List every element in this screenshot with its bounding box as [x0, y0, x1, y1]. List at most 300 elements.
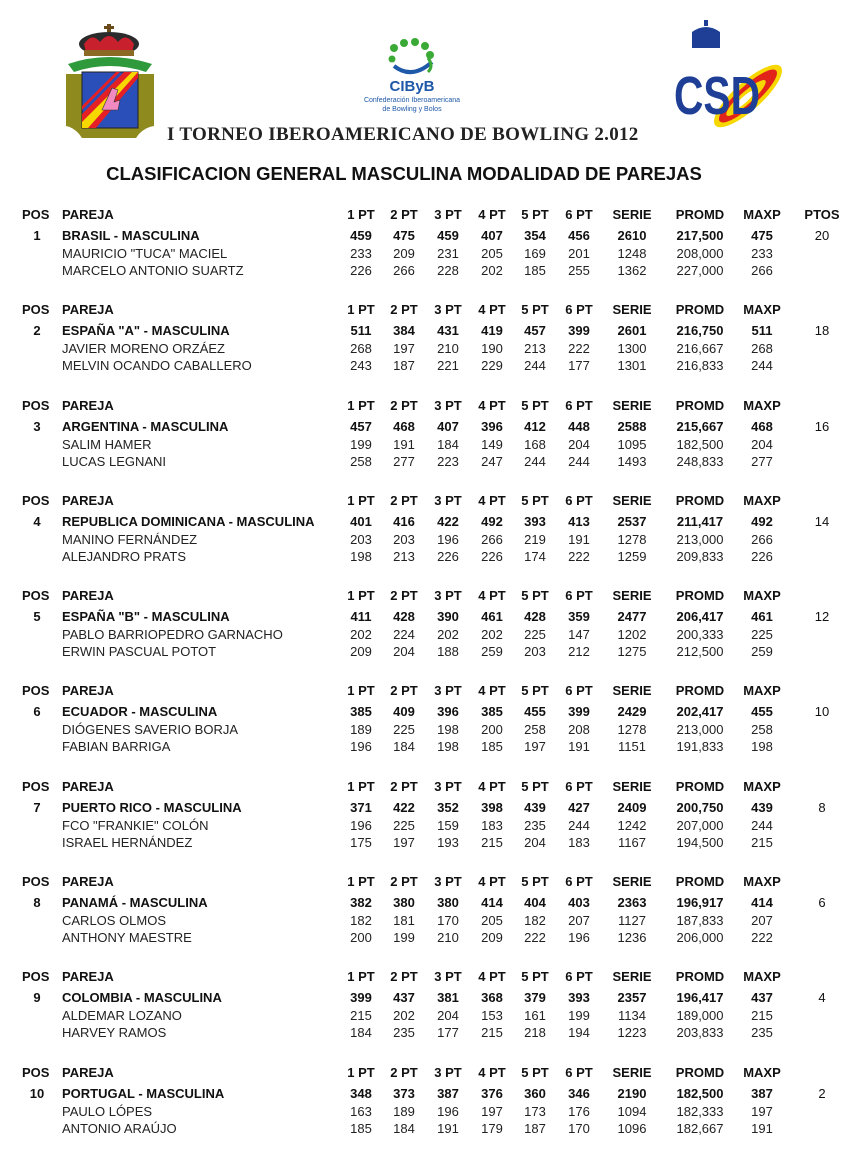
col-pareja-header: PAREJA — [62, 302, 114, 318]
player-name: ERWIN PASCUAL POTOT — [62, 644, 217, 660]
team-row — [0, 513, 859, 530]
team-game-4: 414 — [481, 895, 503, 911]
player-game-2: 199 — [393, 930, 415, 946]
team-row — [0, 418, 859, 435]
team-game-1: 459 — [350, 228, 372, 243]
team-ptos: 2 — [818, 1085, 826, 1101]
team-game-5: 428 — [524, 609, 546, 625]
team-serie: 2409 — [617, 799, 647, 815]
team-maxp: 455 — [751, 704, 773, 720]
player-game-2: 202 — [393, 1008, 415, 1024]
player-game-4: 205 — [481, 246, 503, 261]
cibyb-subtitle-line2: de Bowling y Bolos — [382, 106, 442, 113]
player-game-1: 215 — [350, 1008, 372, 1024]
col-promd-header: PROMD — [675, 207, 725, 222]
player-game-2: 213 — [393, 548, 415, 564]
col-g6-header: 6 PT — [565, 1064, 593, 1080]
player-promd: 213,000 — [676, 722, 724, 738]
player-game-6: 177 — [568, 358, 590, 374]
col-promd-header: PROMD — [675, 588, 725, 604]
team-pos: 5 — [33, 609, 41, 625]
player-game-6: 191 — [568, 531, 590, 547]
team-game-5: 360 — [524, 1085, 546, 1101]
team-ptos: 12 — [814, 609, 830, 625]
col-g3-header: 3 PT — [434, 969, 462, 985]
player-name: ANTONIO ARAÚJO — [62, 1120, 177, 1136]
cibyb-logo-icon — [352, 38, 472, 124]
player-game-3: 228 — [437, 263, 459, 278]
player-promd: 248,833 — [676, 453, 724, 469]
player-game-4: 190 — [481, 341, 503, 357]
col-g2-header: 2 PT — [390, 302, 418, 318]
player-game-4: 153 — [481, 1008, 503, 1024]
team-ptos: 20 — [814, 228, 830, 243]
player-promd: 182,667 — [676, 1120, 724, 1136]
player-game-2: 181 — [393, 913, 415, 929]
player-promd: 206,000 — [676, 930, 724, 946]
player-maxp: 244 — [751, 817, 773, 833]
col-maxp-header: MAXP — [743, 588, 781, 604]
team-game-6: 399 — [568, 704, 590, 720]
player-game-5: 203 — [524, 644, 546, 660]
col-maxp-header: MAXP — [743, 778, 781, 794]
team-name: ARGENTINA - MASCULINA — [62, 418, 229, 434]
column-header-row — [0, 206, 859, 223]
team-promd: 216,750 — [676, 323, 724, 339]
player-row — [0, 453, 859, 470]
team-game-2: 428 — [393, 609, 415, 625]
col-g2-header: 2 PT — [390, 207, 418, 222]
col-serie-header: SERIE — [612, 969, 652, 985]
team-promd: 217,500 — [676, 228, 724, 243]
player-promd: 200,333 — [676, 627, 724, 643]
column-header-row — [0, 301, 859, 318]
team-serie: 2601 — [617, 323, 647, 339]
player-name: HARVEY RAMOS — [62, 1025, 167, 1041]
col-pos-header: POS — [22, 874, 50, 890]
team-pos: 8 — [33, 895, 41, 911]
player-game-1: 175 — [350, 834, 372, 850]
page-title: CLASIFICACION GENERAL MASCULINA MODALIDAD DE PAREJAS — [106, 163, 702, 184]
col-maxp-header: MAXP — [743, 874, 781, 890]
player-promd: 189,000 — [676, 1008, 724, 1024]
player-game-3: 193 — [437, 834, 459, 850]
player-serie: 1275 — [617, 644, 647, 660]
player-game-2: 235 — [393, 1025, 415, 1041]
player-game-5: 168 — [524, 436, 546, 452]
player-maxp: 222 — [751, 930, 773, 946]
column-header-row — [0, 968, 859, 985]
player-serie: 1300 — [617, 341, 647, 357]
player-name: MANINO FERNÁNDEZ — [62, 531, 198, 547]
player-game-4: 259 — [481, 644, 503, 660]
player-maxp: 215 — [751, 834, 773, 850]
player-maxp: 235 — [751, 1025, 773, 1041]
team-pos: 9 — [33, 990, 41, 1006]
col-g4-header: 4 PT — [478, 492, 506, 508]
col-maxp-header: MAXP — [743, 683, 781, 699]
col-g3-header: 3 PT — [434, 1064, 462, 1080]
team-game-3: 422 — [437, 513, 459, 529]
col-g5-header: 5 PT — [521, 302, 549, 318]
player-row — [0, 912, 859, 929]
player-name: MELVIN OCANDO CABALLERO — [62, 358, 252, 374]
player-game-5: 235 — [524, 817, 546, 833]
player-game-3: 188 — [437, 644, 459, 660]
team-name: REPUBLICA DOMINICANA - MASCULINA — [62, 513, 315, 529]
player-row — [0, 262, 859, 279]
team-ptos: 6 — [818, 895, 826, 911]
player-game-3: 159 — [437, 817, 459, 833]
team-row — [0, 894, 859, 911]
col-serie-header: SERIE — [612, 397, 652, 413]
col-pos-header: POS — [22, 683, 50, 699]
team-serie: 2537 — [617, 513, 647, 529]
col-g2-header: 2 PT — [390, 1064, 418, 1080]
player-game-1: 243 — [350, 358, 372, 374]
team-serie: 2588 — [617, 418, 647, 434]
player-game-6: 147 — [568, 627, 590, 643]
player-game-4: 215 — [481, 834, 503, 850]
col-pareja-header: PAREJA — [62, 1064, 114, 1080]
player-game-2: 184 — [393, 739, 415, 755]
team-maxp: 468 — [751, 418, 773, 434]
team-game-4: 376 — [481, 1085, 503, 1101]
team-game-2: 380 — [393, 895, 415, 911]
player-maxp: 259 — [751, 644, 773, 660]
team-promd: 215,667 — [676, 418, 724, 434]
player-serie: 1493 — [617, 453, 647, 469]
player-game-6: 170 — [568, 1120, 590, 1136]
player-game-3: 204 — [437, 1008, 459, 1024]
player-maxp: 226 — [751, 548, 773, 564]
team-row — [0, 799, 859, 816]
player-game-1: 198 — [350, 548, 372, 564]
col-g6-header: 6 PT — [565, 397, 593, 413]
team-game-5: 393 — [524, 513, 546, 529]
cibyb-subtitle-line1: Confederación Iberoamericana — [363, 97, 461, 104]
team-serie: 2357 — [617, 990, 647, 1006]
player-promd: 191,833 — [676, 739, 724, 755]
player-game-6: 199 — [568, 1008, 590, 1024]
player-game-6: 244 — [568, 453, 590, 469]
player-game-6: 196 — [568, 930, 590, 946]
team-section — [0, 778, 859, 873]
player-promd: 209,833 — [676, 548, 724, 564]
player-game-3: 202 — [437, 627, 459, 643]
player-game-1: 163 — [350, 1103, 372, 1119]
player-game-6: 244 — [568, 817, 590, 833]
player-serie: 1223 — [617, 1025, 647, 1041]
player-game-1: 189 — [350, 722, 372, 738]
player-game-5: 218 — [524, 1025, 546, 1041]
col-maxp-header: MAXP — [743, 302, 781, 318]
team-game-5: 455 — [524, 704, 546, 720]
team-ptos: 4 — [818, 990, 826, 1006]
team-section — [0, 968, 859, 1063]
player-game-6: 183 — [568, 834, 590, 850]
team-game-2: 384 — [393, 323, 415, 339]
col-serie-header: SERIE — [612, 683, 652, 699]
player-game-2: 209 — [393, 246, 415, 261]
col-g5-header: 5 PT — [521, 969, 549, 985]
player-game-3: 177 — [437, 1025, 459, 1041]
player-game-5: 182 — [524, 913, 546, 929]
team-game-1: 371 — [350, 799, 372, 815]
player-game-1: 202 — [350, 627, 372, 643]
col-promd-header: PROMD — [675, 778, 725, 794]
player-game-5: 244 — [524, 358, 546, 374]
team-serie: 2363 — [617, 895, 647, 911]
tournament-title: I TORNEO IBEROAMERICANO DE BOWLING 2.012 — [167, 124, 639, 145]
player-game-4: 183 — [481, 817, 503, 833]
col-g1-header: 1 PT — [347, 207, 375, 222]
player-promd: 208,000 — [676, 246, 724, 261]
player-promd: 216,667 — [676, 341, 724, 357]
player-maxp: 191 — [751, 1120, 773, 1136]
player-game-1: 184 — [350, 1025, 372, 1041]
player-serie: 1236 — [617, 930, 647, 946]
player-game-6: 201 — [568, 246, 590, 261]
team-promd: 206,417 — [676, 609, 724, 625]
player-game-5: 258 — [524, 722, 546, 738]
col-g4-header: 4 PT — [478, 302, 506, 318]
player-game-1: 203 — [350, 531, 372, 547]
player-game-6: 207 — [568, 913, 590, 929]
player-game-4: 149 — [481, 436, 503, 452]
player-game-4: 247 — [481, 453, 503, 469]
team-game-2: 468 — [393, 418, 415, 434]
player-game-4: 209 — [481, 930, 503, 946]
player-name: MARCELO ANTONIO SUARTZ — [62, 263, 244, 278]
player-game-1: 226 — [350, 263, 372, 278]
player-name: FCO "FRANKIE" COLÓN — [62, 817, 209, 833]
player-game-6: 176 — [568, 1103, 590, 1119]
team-name: PANAMÁ - MASCULINA — [62, 895, 208, 911]
team-serie: 2610 — [617, 228, 647, 243]
player-game-3: 221 — [437, 358, 459, 374]
player-game-4: 179 — [481, 1120, 503, 1136]
player-game-5: 225 — [524, 627, 546, 643]
col-pos-header: POS — [22, 1064, 50, 1080]
col-g4-header: 4 PT — [478, 207, 506, 222]
col-g6-header: 6 PT — [565, 778, 593, 794]
team-game-1: 385 — [350, 704, 372, 720]
player-row — [0, 929, 859, 946]
team-ptos: 16 — [814, 418, 830, 434]
player-serie: 1278 — [617, 722, 647, 738]
player-game-2: 225 — [393, 817, 415, 833]
team-row — [0, 989, 859, 1006]
team-game-6: 448 — [568, 418, 590, 434]
team-pos: 6 — [33, 704, 41, 720]
player-game-2: 224 — [393, 627, 415, 643]
player-name: DIÓGENES SAVERIO BORJA — [62, 722, 239, 738]
col-pareja-header: PAREJA — [62, 492, 114, 508]
team-section — [0, 301, 859, 396]
col-promd-header: PROMD — [675, 874, 725, 890]
player-game-5: 174 — [524, 548, 546, 564]
team-game-3: 396 — [437, 704, 459, 720]
col-serie-header: SERIE — [612, 302, 652, 318]
team-game-4: 461 — [481, 609, 503, 625]
team-section — [0, 397, 859, 492]
team-game-1: 348 — [350, 1085, 372, 1101]
team-game-3: 381 — [437, 990, 459, 1006]
col-g6-header: 6 PT — [565, 302, 593, 318]
player-serie: 1134 — [618, 1008, 646, 1024]
col-g1-header: 1 PT — [347, 683, 375, 699]
col-promd-header: PROMD — [675, 683, 725, 699]
player-game-5: 222 — [524, 930, 546, 946]
player-name: FABIAN BARRIGA — [62, 739, 171, 755]
team-maxp: 461 — [751, 609, 773, 625]
federation-crest-icon — [62, 22, 158, 142]
player-game-6: 212 — [568, 644, 590, 660]
player-maxp: 215 — [751, 1008, 773, 1024]
player-promd: 212,500 — [676, 644, 724, 660]
player-row — [0, 357, 859, 374]
player-game-1: 196 — [350, 817, 372, 833]
player-maxp: 233 — [751, 246, 773, 261]
team-game-5: 457 — [524, 323, 546, 339]
team-game-1: 401 — [350, 513, 372, 529]
col-g1-header: 1 PT — [347, 778, 375, 794]
player-game-5: 197 — [524, 739, 546, 755]
col-pos-header: POS — [22, 778, 50, 794]
col-g3-header: 3 PT — [434, 778, 462, 794]
col-g2-header: 2 PT — [390, 397, 418, 413]
team-game-5: 412 — [524, 418, 546, 434]
col-serie-header: SERIE — [612, 207, 652, 222]
player-serie: 1151 — [618, 739, 646, 755]
team-name: COLOMBIA - MASCULINA — [62, 990, 222, 1006]
team-game-5: 354 — [524, 228, 546, 243]
team-promd: 182,500 — [676, 1085, 724, 1101]
col-maxp-header: MAXP — [743, 397, 781, 413]
player-game-4: 202 — [481, 627, 503, 643]
player-game-5: 173 — [524, 1103, 546, 1119]
col-g3-header: 3 PT — [434, 207, 462, 222]
team-section — [0, 492, 859, 587]
player-promd: 182,333 — [676, 1103, 724, 1119]
col-g3-header: 3 PT — [434, 874, 462, 890]
player-game-4: 205 — [481, 913, 503, 929]
team-section — [0, 587, 859, 682]
player-serie: 1202 — [617, 627, 647, 643]
col-g2-header: 2 PT — [390, 778, 418, 794]
player-game-5: 185 — [524, 263, 546, 278]
col-g5-header: 5 PT — [521, 874, 549, 890]
col-g6-header: 6 PT — [565, 588, 593, 604]
team-pos: 10 — [29, 1085, 45, 1101]
player-game-1: 199 — [350, 436, 372, 452]
col-g1-header: 1 PT — [347, 874, 375, 890]
player-row — [0, 245, 859, 262]
player-promd: 227,000 — [676, 263, 724, 278]
col-g6-header: 6 PT — [565, 969, 593, 985]
col-g5-header: 5 PT — [521, 1064, 549, 1080]
team-row — [0, 1085, 859, 1102]
player-game-6: 255 — [568, 263, 590, 278]
col-pos-header: POS — [22, 397, 50, 413]
team-pos: 2 — [33, 323, 41, 339]
team-game-2: 409 — [393, 704, 415, 720]
col-g1-header: 1 PT — [347, 397, 375, 413]
player-promd: 203,833 — [676, 1025, 724, 1041]
team-ptos: 14 — [814, 513, 830, 529]
team-maxp: 414 — [751, 895, 773, 911]
player-row — [0, 1103, 859, 1120]
col-pareja-header: PAREJA — [62, 969, 114, 985]
team-game-1: 399 — [350, 990, 372, 1006]
team-game-6: 399 — [568, 323, 590, 339]
team-game-2: 373 — [393, 1085, 415, 1101]
player-serie: 1242 — [617, 817, 647, 833]
team-row — [0, 703, 859, 720]
player-row — [0, 817, 859, 834]
team-row — [0, 227, 859, 244]
player-game-5: 219 — [524, 531, 546, 547]
player-game-3: 184 — [437, 436, 459, 452]
team-promd: 211,417 — [676, 513, 724, 529]
team-game-2: 437 — [393, 990, 415, 1006]
team-row — [0, 608, 859, 625]
player-name: LUCAS LEGNANI — [62, 453, 167, 469]
col-promd-header: PROMD — [675, 1064, 725, 1080]
col-maxp-header: MAXP — [743, 1064, 781, 1080]
col-g3-header: 3 PT — [434, 302, 462, 318]
player-game-4: 229 — [481, 358, 503, 374]
player-game-4: 197 — [481, 1103, 503, 1119]
column-header-row — [0, 397, 859, 414]
col-g4-header: 4 PT — [478, 1064, 506, 1080]
team-game-4: 368 — [481, 990, 503, 1006]
team-name: PORTUGAL - MASCULINA — [62, 1085, 225, 1101]
player-game-3: 170 — [437, 913, 459, 929]
col-g2-header: 2 PT — [390, 874, 418, 890]
col-pos-header: POS — [22, 492, 50, 508]
player-game-6: 194 — [568, 1025, 590, 1041]
col-promd-header: PROMD — [675, 302, 725, 318]
player-game-3: 191 — [437, 1120, 459, 1136]
team-game-4: 492 — [481, 513, 503, 529]
col-g4-header: 4 PT — [478, 588, 506, 604]
team-game-2: 422 — [393, 799, 415, 815]
player-name: ALDEMAR LOZANO — [62, 1008, 182, 1024]
player-row — [0, 548, 859, 565]
team-section — [0, 682, 859, 777]
team-name: ESPAÑA "A" - MASCULINA — [62, 323, 230, 339]
player-game-3: 196 — [437, 1103, 459, 1119]
col-g3-header: 3 PT — [434, 683, 462, 699]
col-g3-header: 3 PT — [434, 588, 462, 604]
team-serie: 2190 — [617, 1085, 647, 1101]
player-serie: 1094 — [617, 1103, 647, 1119]
col-g5-header: 5 PT — [521, 588, 549, 604]
col-g5-header: 5 PT — [521, 778, 549, 794]
player-game-6: 208 — [568, 722, 590, 738]
col-maxp-header: MAXP — [743, 207, 781, 222]
player-row — [0, 531, 859, 548]
col-g4-header: 4 PT — [478, 778, 506, 794]
svg-text:CSD: CSD — [674, 66, 760, 126]
player-game-1: 185 — [350, 1120, 372, 1136]
col-g3-header: 3 PT — [434, 397, 462, 413]
player-promd: 194,500 — [676, 834, 724, 850]
col-pos-header: POS — [22, 969, 50, 985]
csd-logo-icon — [670, 18, 794, 142]
